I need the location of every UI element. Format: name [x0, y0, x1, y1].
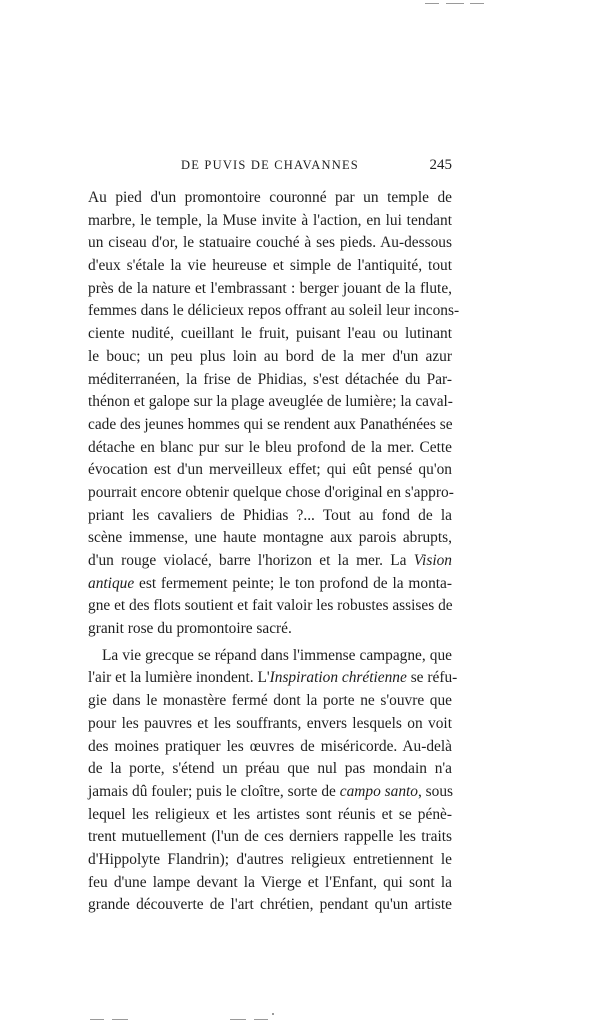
text-line: scène immense, une haute montagne aux parois abrupts, — [88, 529, 452, 547]
text-line: ciente nudité, cueillant le fruit, puisant l'eau ou lutinant — [88, 325, 452, 343]
text-line: Au pied d'un promontoire couronné par un temple de — [88, 189, 452, 206]
text-line: évocation est d'un merveilleux effet; qui eût pensé qu'on — [88, 461, 452, 479]
text-line: méditerranéen, la frise de Phidias, s'est détachée du Par- — [88, 370, 452, 388]
text-line: pour les pauvres et les souffrants, envers lesquels on voit — [88, 714, 452, 732]
scan-mark-bottom-4 — [254, 1019, 268, 1020]
text-line: d'eux s'étale la vie heureuse et simple de l'antiquité, tout — [88, 257, 452, 275]
text-line: un ciseau d'or, le statuaire couché à ses pieds. Au-dessous — [88, 234, 452, 252]
scan-mark-bottom-1 — [90, 1019, 104, 1020]
text-line: des moines pratiquer les œuvres de miséricorde. Au-delà — [88, 737, 452, 755]
paragraph-1 — [88, 187, 460, 641]
text-line: feu d'une lampe devant la Vierge et l'Enfant, qui sont la — [88, 873, 452, 891]
page-header — [88, 158, 452, 180]
text-line: jamais dû fouler; puis le cloître, sorte de campo santo, sous — [88, 782, 454, 800]
text-line: granit rose du promontoire sacré. — [88, 620, 292, 638]
text-line: antique est fermement peinte; le ton profond de la monta- — [88, 574, 452, 592]
text-line: grande découverte de l'art chrétien, pendant qu'un artiste — [88, 896, 452, 914]
scan-mark-top-1 — [425, 3, 439, 4]
scan-mark-top-3 — [470, 3, 484, 4]
scan-mark-top-2 — [446, 3, 464, 4]
text-line: d'Hippolyte Flandrin); d'autres religieux entretiennent le — [88, 850, 452, 868]
text-line: l'air et la lumière inondent. L'Inspiration chrétienne se réfu- — [88, 669, 458, 687]
text-line: pourrait encore obtenir quelque chose d'original en s'appro- — [88, 483, 454, 501]
text-line: de la porte, s'étend un préau que nul pas mondain n'a — [88, 760, 452, 778]
text-line: priant les cavaliers de Phidias ?... Tout au fond de la — [88, 506, 452, 524]
paragraph-2 — [88, 645, 458, 917]
scan-mark-bottom-5 — [272, 1013, 274, 1015]
scan-mark-bottom-2 — [112, 1019, 128, 1020]
text-line: lequel les religieux et les artistes sont réunis et se pénè- — [88, 805, 452, 823]
text-line: près de la nature et l'embrassant : berger jouant de la flute, — [88, 279, 452, 297]
text-line: La vie grecque se répand dans l'immense campagne, que — [102, 646, 452, 664]
text-line: trent mutuellement (l'un de ces derniers rappelle les traits — [88, 828, 452, 846]
body-text — [88, 187, 460, 917]
text-line: marbre, le temple, la Muse invite à l'action, en lui tendant — [88, 211, 452, 229]
text-line: d'un rouge violacé, barre l'horizon et la mer. La Vision — [88, 552, 452, 569]
text-line: le bouc; un peu plus loin au bord de la mer d'un azur — [88, 347, 452, 365]
running-title: DE PUVIS DE CHAVANNES — [181, 158, 359, 172]
text-line: gne et des flots soutient et fait valoir les robustes assises de — [88, 597, 453, 615]
text-line: cade des jeunes hommes qui se rendent aux Panathénées se — [88, 415, 453, 433]
text-line: gie dans le monastère fermé dont la porte ne s'ouvre que — [88, 692, 452, 710]
text-line: détache en blanc pur sur le bleu profond de la mer. Cette — [88, 438, 452, 456]
page-number: 245 — [429, 157, 452, 173]
text-line: thénon et galope sur la plage aveuglée de lumière; la caval- — [88, 393, 453, 411]
text-line: femmes dans le délicieux repos offrant au soleil leur incons- — [88, 302, 460, 320]
scan-mark-bottom-3 — [230, 1019, 246, 1020]
